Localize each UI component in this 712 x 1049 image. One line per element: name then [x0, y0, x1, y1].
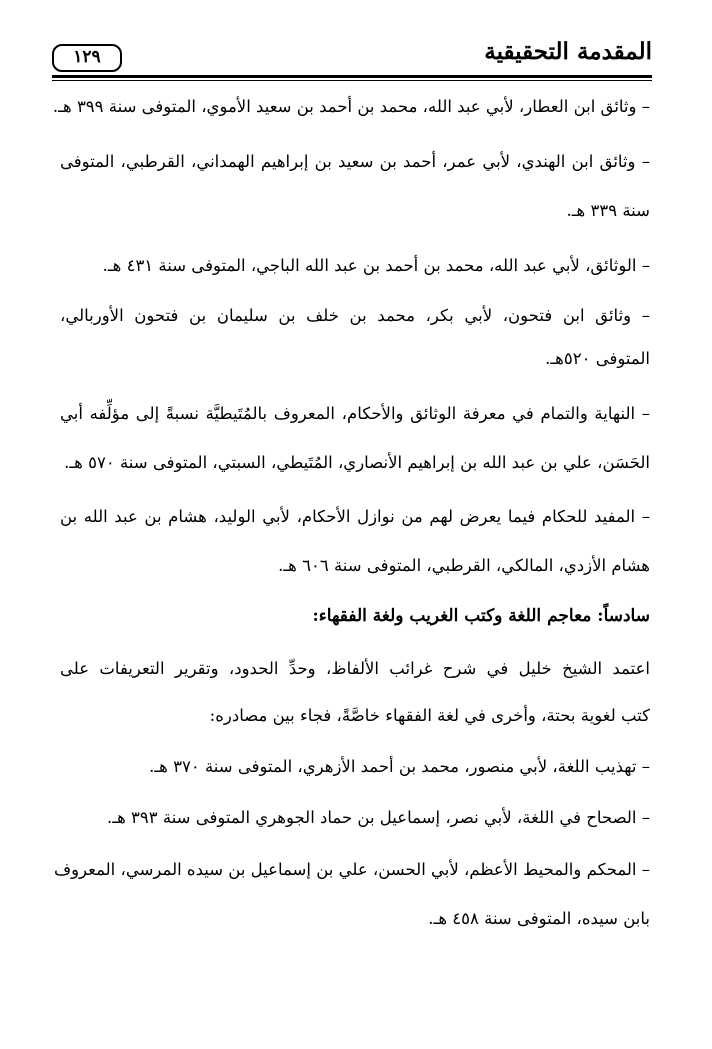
text-line: الحَسَن، علي بن عبد الله بن إبراهيم الأنصاري، المُتَيطي، السبتي، المتوفى سنة ٥٧٠ هـ.: [64, 453, 650, 472]
page-number: ١٢٩: [52, 44, 122, 72]
header-rule-thin: [52, 80, 652, 81]
text-line: اعتمد الشيخ خليل في شرح غرائب الألفاظ، وحدِّ الحدود، وتقرير التعريفات على: [60, 659, 650, 678]
running-header-title: المقدمة التحقيقية: [484, 38, 652, 65]
text-line: – وثائق ابن فتحون، لأبي بكر، محمد بن خلف بن سليمان بن فتحون الأوربالي،: [60, 306, 650, 325]
text-line: – تهذيب اللغة، لأبي منصور، محمد بن أحمد الأزهري، المتوفى سنة ٣٧٠ هـ.: [149, 757, 650, 776]
text-line: – الصحاح في اللغة، لأبي نصر، إسماعيل بن حماد الجوهري المتوفى سنة ٣٩٣ هـ.: [106, 808, 650, 827]
text-line: المتوفى ٥٢٠هـ.: [545, 349, 650, 368]
text-line: هشام الأزدي، المالكي، القرطبي، المتوفى سنة ٦٠٦ هـ.: [278, 556, 650, 575]
text-line: – الوثائق، لأبي عبد الله، محمد بن أحمد بن عبد الله الباجي، المتوفى سنة ٤٣١ هـ.: [102, 256, 650, 275]
text-line: – وثائق ابن العطار، لأبي عبد الله، محمد بن أحمد بن سعيد الأموي، المتوفى سنة ٣٩٩ هـ.: [52, 97, 650, 116]
text-line: – وثائق ابن الهندي، لأبي عمر، أحمد بن سعيد بن إبراهيم الهمداني، القرطبي، المتوفى: [60, 152, 650, 171]
header-rule: [52, 75, 652, 78]
text-line: – المفيد للحكام فيما يعرض لهم من نوازل الأحكام، لأبي الوليد، هشام بن عبد الله بن: [60, 507, 650, 526]
text-line: – النهاية والتمام في معرفة الوثائق والأحكام، المعروف بالمُتَيطيَّة نسبةً إلى مؤلِّفه أبي: [60, 404, 650, 423]
text-line: سنة ٣٣٩ هـ.: [566, 201, 650, 220]
text-line: بابن سيده، المتوفى سنة ٤٥٨ هـ.: [428, 909, 650, 928]
section-heading: سادساً: معاجم اللغة وكتب الغريب ولغة الفقهاء:: [312, 606, 650, 626]
text-line: كتب لغوية بحتة، وأخرى في لغة الفقهاء خاصَّةً، فجاء بين مصادره:: [209, 706, 650, 725]
text-line: – المحكم والمحيط الأعظم، لأبي الحسن، علي بن إسماعيل بن سيده المرسي، المعروف: [53, 860, 650, 879]
